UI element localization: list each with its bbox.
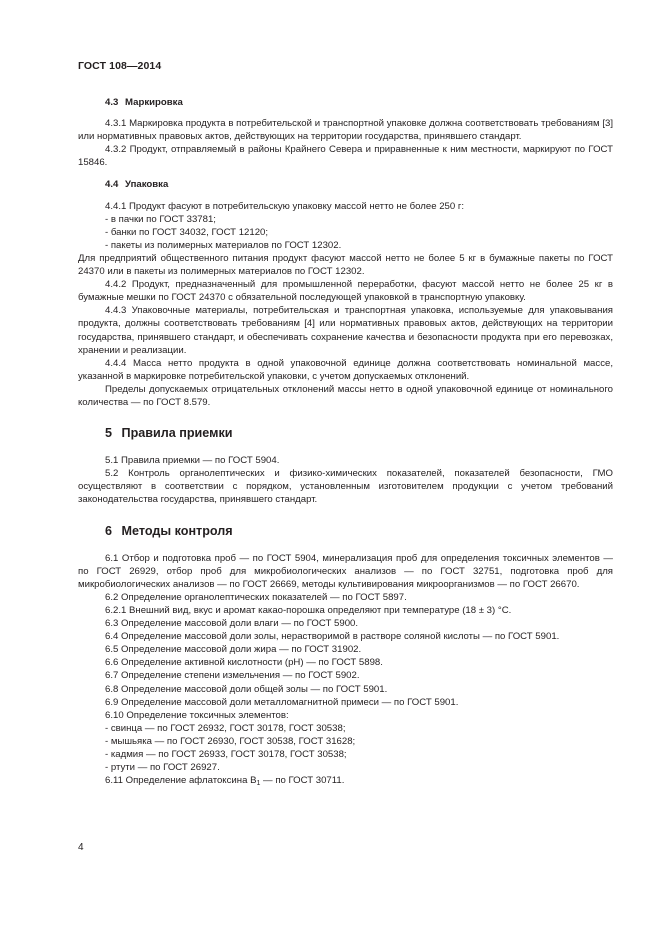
section-title: Правила приемки — [121, 426, 233, 441]
page-number: 4 — [78, 842, 84, 853]
paragraph-4-3-1: 4.3.1 Маркировка продукта в потребительской и транспортной упаковке должна соответствовать требованиям [3] или нормативных правовых актов, действующих на территории государства, принявшего стандарт. — [78, 118, 613, 143]
paragraph-6-1: 6.1 Отбор и подготовка проб — по ГОСТ 5904, минерализация проб для определения токсичных элементов — по ГОСТ 26929, отбор проб для микробиологических анализов — по ГОСТ 32751, подготовка проб для микробиологических анализов — по ГОСТ 26669, методы культивирования микроорганизмов — по ГОСТ 26670. — [78, 552, 613, 590]
paragraph-6-6: 6.6 Определение активной кислотности (pH) — по ГОСТ 5898. — [105, 657, 383, 669]
paragraph-6-5: 6.5 Определение массовой доли жира — по ГОСТ 31902. — [105, 644, 362, 656]
paragraph-6-8: 6.8 Определение массовой доли общей золы — по ГОСТ 5901. — [105, 683, 388, 695]
section-title: Методы контроля — [121, 523, 233, 538]
subsection-4-4-heading — [105, 178, 613, 191]
list-item: - в пачки по ГОСТ 33781; — [105, 213, 216, 225]
document-header: ГОСТ 108—2014 — [78, 60, 162, 72]
paragraph-4-4-4-tolerances: Пределы допускаемых отрицательных отклонений массы нетто в одной упаковочной единице от номинального количества — по ГОСТ 8.579. — [78, 383, 613, 408]
section-number: 6 — [105, 523, 113, 538]
list-item: - пакеты из полимерных материалов по ГОСТ 12302. — [105, 239, 342, 251]
paragraph-6-11-text: 6.11 Определение афлатоксина B — [105, 775, 257, 787]
paragraph-6-9: 6.9 Определение массовой доли металломагнитной примеси — по ГОСТ 5901. — [105, 696, 459, 708]
paragraph-5-2: 5.2 Контроль органолептических и физико-химических показателей, показателей безопасности, ГМО осуществляют в соответствии с порядком, установленным изготовителем продукции с учетом требований законодательства государства, принявшего стандарт. — [78, 468, 613, 506]
section-6-heading — [105, 525, 613, 538]
paragraph-4-4-3: 4.4.3 Упаковочные материалы, потребительская и транспортная упаковка, используемые для упаковывания продукта, должны соответствовать требованиям [4] или нормативных правовых актов, действующих на территории государства, принявшего стандарт, и обеспечивать сохранение качества и безопасности продукта при его перевозках, хранении и реализации. — [78, 305, 613, 356]
paragraph-4-3-2: 4.3.2 Продукт, отправляемый в районы Крайнего Севера и приравненные к ним местности, маркируют по ГОСТ 15846. — [78, 144, 613, 169]
list-item: - банки по ГОСТ 34032, ГОСТ 12120; — [105, 226, 269, 238]
paragraph-6-2: 6.2 Определение органолептических показателей — по ГОСТ 5897. — [105, 591, 407, 603]
section-5-heading — [105, 427, 613, 440]
paragraph-4-4-1: 4.4.1 Продукт фасуют в потребительскую упаковку массой нетто не более 250 г: — [105, 200, 465, 212]
paragraph-6-3: 6.3 Определение массовой доли влаги — по ГОСТ 5900. — [105, 618, 359, 630]
paragraph-6-11 — [78, 774, 613, 787]
subscript-1: 1 — [256, 780, 261, 788]
subsection-title: Маркировка — [125, 97, 183, 108]
list-item: - кадмия — по ГОСТ 26933, ГОСТ 30178, ГОСТ 30538; — [105, 749, 347, 761]
paragraph-6-10: 6.10 Определение токсичных элементов: — [105, 709, 289, 721]
paragraph-4-4-1-catering: Для предприятий общественного питания продукт фасуют массой нетто не более 5 кг в бумажные пакеты по ГОСТ 24370 или в пакеты из полимерных материалов по ГОСТ 12302. — [78, 252, 613, 278]
paragraph-4-4-4: 4.4.4 Масса нетто продукта в одной упаковочной единице должна соответствовать номинальной массе, указанной в маркировке потребительской упаковки, с учетом допускаемых отклонений. — [78, 357, 613, 382]
paragraph-4-4-2: 4.4.2 Продукт, предназначенный для промышленной переработки, фасуют массой нетто не более 25 кг в бумажные мешки по ГОСТ 24370 с обязательной последующей упаковкой в транспортную упаковку. — [78, 279, 613, 304]
list-item: - мышьяка — по ГОСТ 26930, ГОСТ 30538, ГОСТ 31628; — [105, 735, 356, 747]
list-item: - свинца — по ГОСТ 26932, ГОСТ 30178, ГОСТ 30538; — [105, 722, 346, 734]
paragraph-6-11-tail: — по ГОСТ 30711. — [260, 775, 345, 787]
paragraph-6-2-1: 6.2.1 Внешний вид, вкус и аромат какао-порошка определяют при температуре (18 ± 3) °С. — [105, 605, 512, 616]
page-content — [78, 87, 613, 787]
list-item: - ртути — по ГОСТ 26927. — [105, 762, 220, 774]
subsection-title: Упаковка — [125, 179, 169, 191]
subsection-number: 4.3 — [105, 97, 119, 108]
paragraph-5-1: 5.1 Правила приемки — по ГОСТ 5904. — [105, 455, 280, 467]
paragraph-6-4: 6.4 Определение массовой доли золы, нерастворимой в растворе соляной кислоты — по ГОСТ 5901. — [105, 631, 560, 643]
subsection-number: 4.4 — [105, 179, 119, 191]
subsection-4-3-heading — [105, 96, 613, 109]
paragraph-6-7: 6.7 Определение степени измельчения — по ГОСТ 5902. — [105, 670, 360, 682]
section-number: 5 — [105, 426, 113, 441]
